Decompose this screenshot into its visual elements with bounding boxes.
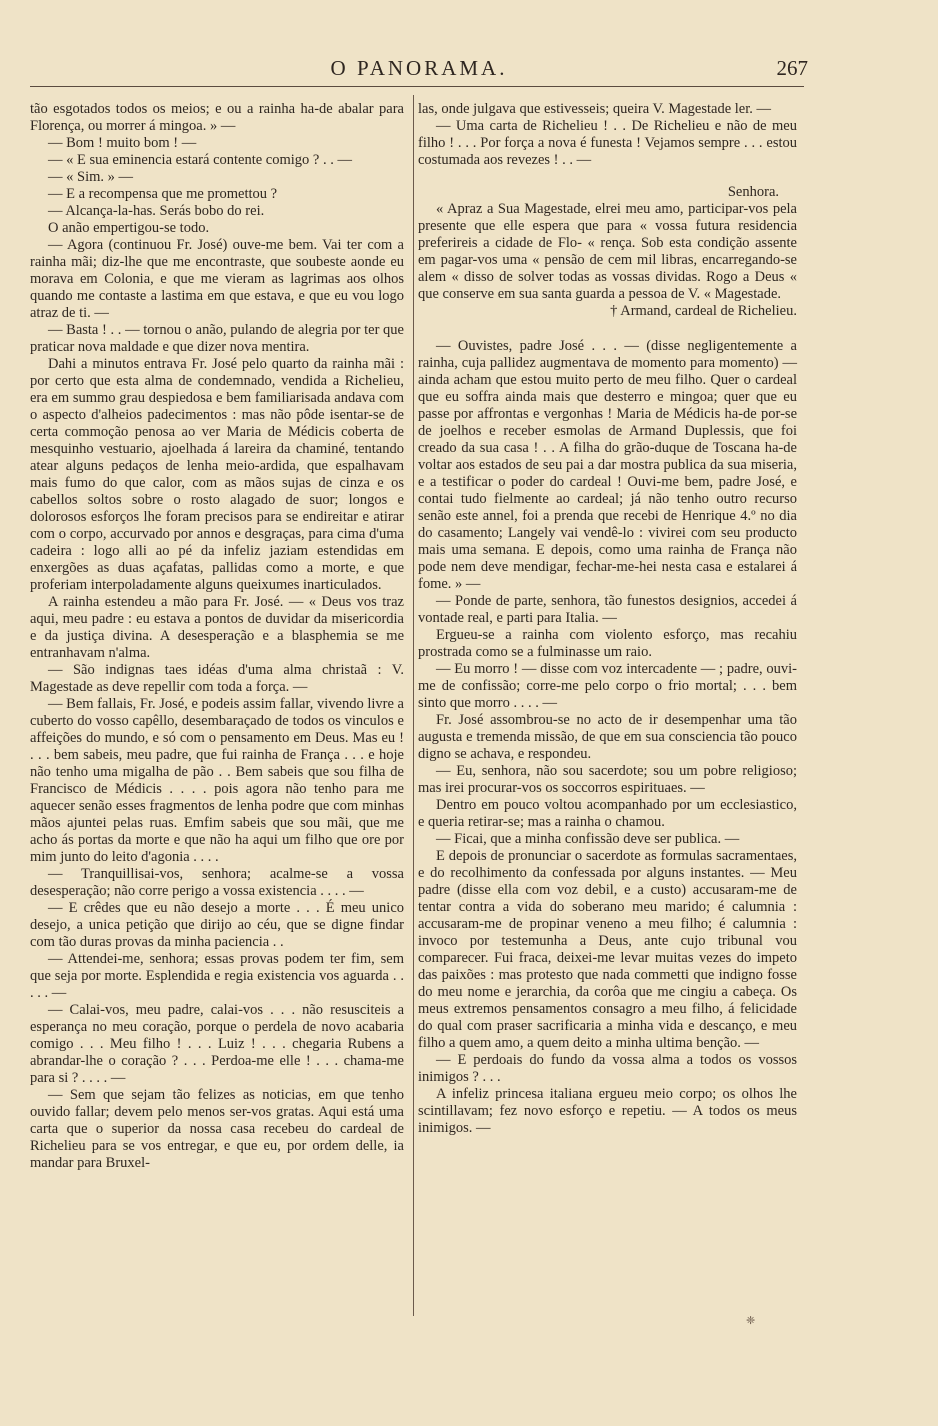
paragraph: — Attendei-me, senhora; essas provas podem ter fim, sem que seja por morte. Esplendida e regia existencia vos aguarda . . . . . — [30, 951, 404, 1001]
paragraph: — « E sua eminencia estará contente comigo ? . . — [48, 152, 352, 168]
paragraph: — Alcança-la-has. Serás bobo do rei. [48, 203, 265, 219]
paragraph: — Ponde de parte, senhora, tão funestos designios, accedei á vontade real, e parti para Italia. — [418, 593, 797, 626]
paragraph: — São indignas taes idéas d'uma alma christaã : V. Magestade as deve repellir com toda a força. — [30, 662, 404, 695]
paragraph: Fr. José assombrou-se no acto de ir desempenhar uma tão augusta e tremenda missão, de que em sua consciencia tão pouco digno se achava, e respondeu. [418, 712, 797, 762]
paragraph: — Ouvistes, padre José . . . — (disse negligentemente a rainha, cuja pallidez augmentava de momento para momento) — ainda acham que estou muito perto de meu filho. Quer o cardeal que eu soffra ainda mais que desterro e mingoa; quer que eu passe por affrontas e vergonhas ! Maria de Médicis ha-de por-se de joelhos e receber esmolas de Armand Duplessis, que foi creado da sua casa ! . . A filha do grão-duque de Toscana ha-de voltar aos estados de seu pai a dar mostra publica da sua miseria, e a testificar o poder do cardeal ! Ouvi-me bem, padre José, e contai tudo fielmente ao cardeal; já não tenho outro recurso senão este annel, foi a prenda que recebi de Henrique 4.º no dia do casamento; Langely vai vendê-lo : vivirei com seu producto mais uma semana. E depois, como uma rainha de França não pode nem deve mendigar, fechar-me-hei nesta casa e estalarei á fome. » — [418, 338, 797, 592]
paragraph: — Agora (continuou Fr. José) ouve-me bem. Vai ter com a rainha mãi; diz-lhe que me encontraste, que soubeste aonde eu morava em Colonia, e que me vieram as lagrimas aos olhos quando me contaste a lastima em que estava, e que eu vou logo atraz de ti. — [30, 237, 404, 321]
paragraph: — « Sim. » — [48, 169, 133, 185]
header-rule [30, 86, 804, 87]
paragraph: — Bem fallais, Fr. José, e podeis assim fallar, vivendo livre a cuberto do vosso capêllo, desembaraçado de todos os vinculos e affeições do mundo, e só com o pensamento em Deus. Mas eu ! . . . bem sabeis, meu padre, que fui rainha de França . . . e hoje não tenho uma migalha de pão . . Bem sabeis que sou filha de Francisco de Médicis . . . . pois agora não tenho para me aquecer senão esses fragmentos de lenha podre que com minhas mãos ajuntei pelas ruas. Emfim sabeis que sou mãi, que me acho ás portas da morte e que não ha aqui um filho que ore por mim junto do leito d'agonia . . . . [30, 696, 404, 865]
paragraph: tão esgotados todos os meios; e ou a rainha ha-de abalar para Florença, ou morrer á mingoa. » — [30, 101, 404, 134]
paragraph: — Basta ! . . — tornou o anão, pulando de alegria por ter que praticar nova maldade e que dizer nova mentira. [30, 322, 404, 355]
paragraph: — Uma carta de Richelieu ! . . De Richelieu e não de meu filho ! . . . Por força a nova é funesta ! Vejamos sempre . . . estou costumada aos revezes ! . . — [418, 118, 797, 168]
paragraph: — Ficai, que a minha confissão deve ser publica. — [436, 831, 740, 847]
paragraph: O anão empertigou-se todo. [48, 220, 210, 236]
right-column [418, 101, 797, 1137]
paragraph: — Eu, senhora, não sou sacerdote; sou um pobre religioso; mas irei procurar-vos os soccorros espirituaes. — [418, 763, 797, 796]
paragraph: Dahi a minutos entrava Fr. José pelo quarto da rainha mãi : por certo que esta alma de condemnado, vendida a Richelieu, era em summo grau despiedosa e bem familiarisada andava com o aspecto d'alheios padecimentos : mas não pôde isentar-se de certa commoção penosa ao ver Maria de Médicis coberta de mesquinho vestuario, ajoelhada á lareira da chaminé, tentando atear alguns pedaços de lenha meio-ardida, que espalhavam mais fumo do que calor, com as mãos sujas de cinza e os cabellos soltos sobre o rosto alagado de suor; longos e dolorosos esforços lhe foram precisos para se endireitar e atirar com o corpo, accurvado por annos e desgraças, para cima d'uma cadeira : logo alli ao pé da infeliz jaziam estendidas em enxergões as duas açafatas, pallidas como a morte, e que proferiam interpoladamente alguns queixumes inarticulados. [30, 356, 404, 593]
paragraph: — Calai-vos, meu padre, calai-vos . . . não resusciteis a esperança no meu coração, porque o perdela de novo acabaria comigo . . . Meu filho ! . . . Luiz ! . . . chegaria Rubens a abrandar-lhe o coração ? . . . Perdoa-me elle ! . . . chama-me para si ? . . . . — [30, 1002, 404, 1086]
column-divider [413, 95, 414, 1316]
paragraph: E depois de pronunciar o sacerdote as formulas sacramentaes, e do recolhimento da confessada por alguns instantes. — Meu padre (disse ella com voz debil, e a custo) accusaram-me de tentar contra a vida do soberano meu marido; é calumnia : accusaram-me de propinar veneno a meu filho; é calumnia : invoco por testemunha a Deus, ante cujo tribunal vou comparecer. Fui fraca, deixei-me levar muitas vezes do impeto das paixões : mas protesto que nada commetti que indigno fosse do meu nome e jerarchia, da corôa que me cingiu a cabeça. Os meus extremos pensamentos consagro a meu filho, á felicidade do qual com praser sacrificaria a minha vida e descanço, e meu filho a quem amo, a quem deito a minha ultima benção. — [418, 848, 797, 1051]
paragraph: — Tranquillisai-vos, senhora; acalme-se a vossa desesperação; não corre perigo a vossa existencia . . . . — [30, 866, 404, 899]
paragraph: las, onde julgava que estivesseis; queira V. Magestade ler. — [418, 101, 772, 117]
page-header [30, 56, 808, 86]
paragraph: — E perdoais do fundo da vossa alma a todos os vossos inimigos ? . . . [418, 1052, 797, 1085]
paragraph: — Eu morro ! — disse com voz intercadente — ; padre, ouvi-me de confissão; corre-me pelo corpo o frio mortal; . . . bem sinto que morro . . . . — [418, 661, 797, 711]
footer-ornament: ❈ [746, 1314, 756, 1327]
left-column [30, 101, 404, 1172]
letter-body: « Apraz a Sua Magestade, elrei meu amo, participar-vos pela presente que elle espera que para « vossa futura residencia preferireis a cidade de Flo- « rença. Sob esta condição assente em pagar-vos uma « pensão de cem mil libras, encarregando-se alem « disso de solver todas as vossas dividas. Rogo a Deus « que conserve em sua santa guarda a pessoa de V. « Magestade. [418, 201, 797, 302]
paragraph: — Sem que sejam tão felizes as noticias, em que tenho ouvido fallar; devem pelo menos ser-vos gratas. Aqui está uma carta que o superior da nossa casa recebeu do cardeal de Richelieu para se vos entregar, e que eu, por ordem delle, ia mandar para Bruxel- [30, 1087, 404, 1171]
paragraph: — Bom ! muito bom ! — [48, 135, 197, 151]
running-title: O PANORAMA. [330, 56, 508, 80]
paragraph: — E a recompensa que me promettou ? [48, 186, 278, 202]
paragraph: A infeliz princesa italiana ergueu meio corpo; os olhos lhe scintillavam; fez novo esforço e repetiu. — A todos os meus inimigos. — [418, 1086, 797, 1136]
paragraph: Ergueu-se a rainha com violento esforço, mas recahiu prostrada como se a fulminasse um raio. [418, 627, 797, 660]
paragraph: Dentro em pouco voltou acompanhado por um ecclesiastico, e queria retirar-se; mas a rainha o chamou. [418, 797, 797, 830]
paragraph: — E crêdes que eu não desejo a morte . . . É meu unico desejo, a unica petição que dirijo ao céu, que se digne findar com tão duras provas da minha paciencia . . [30, 900, 404, 950]
letter-salutation: Senhora. [727, 184, 779, 200]
letter-signature: † Armand, cardeal de Richelieu. [610, 303, 797, 319]
paragraph: A rainha estendeu a mão para Fr. José. — « Deus vos traz aqui, meu padre : eu estava a pontos de duvidar da misericordia e da justiça divina. A desesperação e a blasphemia se me entranhavam n'alma. [30, 594, 404, 661]
page-number: 267 [776, 56, 808, 80]
